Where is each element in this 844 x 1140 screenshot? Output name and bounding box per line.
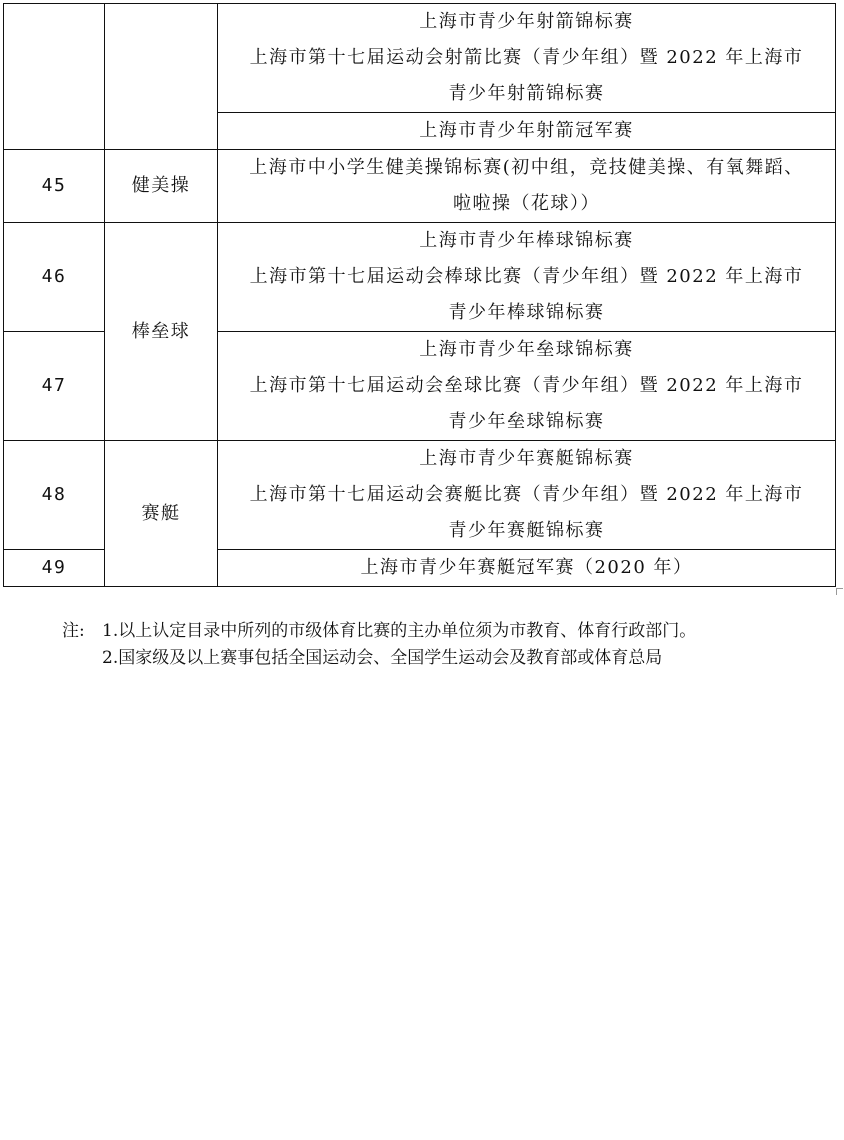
row-number: 48 xyxy=(4,441,105,550)
page-corner-mark xyxy=(836,588,843,595)
note-item: 2.国家级及以上赛事包括全国运动会、全国学生运动会及教育部或体育总局 xyxy=(102,648,663,668)
competition-line: 青少年赛艇锦标赛 xyxy=(448,520,605,541)
competition-line: 上海市中小学生健美操锦标赛(初中组，竞技健美操、有氧舞蹈、 xyxy=(249,157,804,178)
competition-line: 上海市青少年赛艇锦标赛 xyxy=(419,448,634,469)
competition-line: 上海市第十七届运动会射箭比赛（青少年组）暨 2022 年上海市 xyxy=(249,47,804,68)
competition-line: 上海市青少年赛艇冠军赛（2020 年） xyxy=(360,557,693,578)
competition-cell xyxy=(218,223,836,332)
competition-line: 青少年射箭锦标赛 xyxy=(448,83,605,104)
notes-section xyxy=(62,618,837,672)
competition-line: 青少年垒球锦标赛 xyxy=(448,411,605,432)
notes-prefix: 注: xyxy=(62,621,85,641)
row-number: 49 xyxy=(4,550,105,587)
competition-line: 上海市青少年射箭冠军赛 xyxy=(419,120,634,141)
competition-line: 上海市第十七届运动会垒球比赛（青少年组）暨 2022 年上海市 xyxy=(249,375,804,396)
sport-name: 棒垒球 xyxy=(105,223,218,441)
row-number: 47 xyxy=(4,332,105,441)
table-row xyxy=(4,4,836,113)
row-number: 46 xyxy=(4,223,105,332)
competition-cell xyxy=(218,550,836,587)
note-indent xyxy=(62,645,102,672)
competition-line: 上海市青少年射箭锦标赛 xyxy=(419,11,634,32)
row-number: 45 xyxy=(4,150,105,223)
competition-cell xyxy=(218,150,836,223)
table-row xyxy=(4,223,836,332)
competition-table xyxy=(3,3,836,587)
competition-line: 上海市青少年垒球锦标赛 xyxy=(419,339,634,360)
row-number xyxy=(4,4,105,150)
note-item: 1.以上认定目录中所列的市级体育比赛的主办单位须为市教育、体育行政部门。 xyxy=(102,621,697,641)
sport-name: 健美操 xyxy=(105,150,218,223)
competition-line: 啦啦操（花球）） xyxy=(453,193,600,214)
competition-cell xyxy=(218,441,836,550)
competition-line: 青少年棒球锦标赛 xyxy=(448,302,605,323)
competition-line: 上海市第十七届运动会棒球比赛（青少年组）暨 2022 年上海市 xyxy=(249,266,804,287)
sport-name: 赛艇 xyxy=(105,441,218,587)
competition-cell xyxy=(218,4,836,113)
competition-cell xyxy=(218,113,836,150)
note-line xyxy=(62,645,837,672)
sport-name xyxy=(105,4,218,150)
table-row xyxy=(4,441,836,550)
competition-cell xyxy=(218,332,836,441)
table-row xyxy=(4,150,836,223)
competition-line: 上海市第十七届运动会赛艇比赛（青少年组）暨 2022 年上海市 xyxy=(249,484,804,505)
note-line xyxy=(62,618,837,645)
competition-line: 上海市青少年棒球锦标赛 xyxy=(419,230,634,251)
